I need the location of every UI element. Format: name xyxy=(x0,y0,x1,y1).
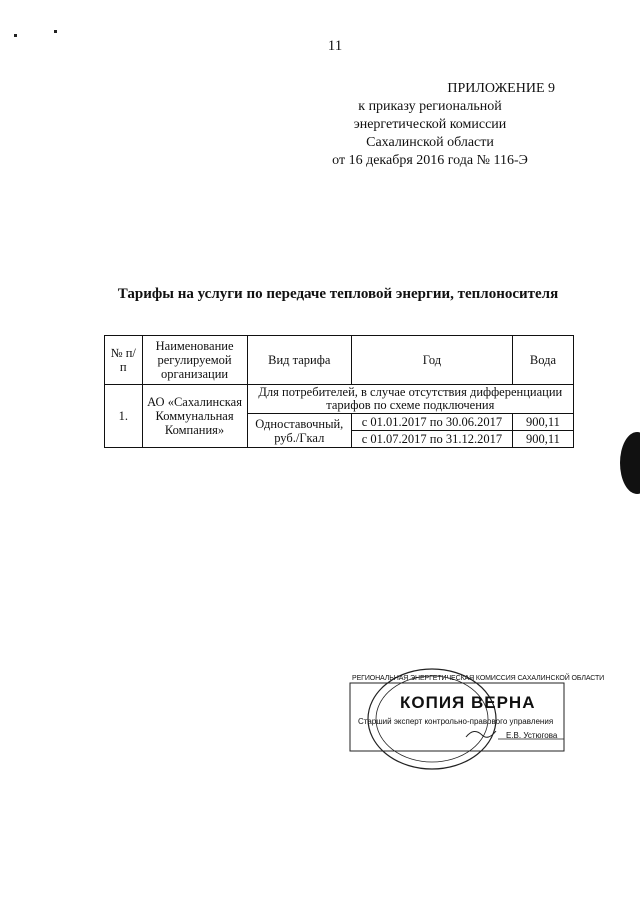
stamp-signer: Е.В. Устюгова xyxy=(506,731,558,740)
row-consumers: Для потребителей, в случае отсутствия дифференциации тарифов по схеме подключения xyxy=(247,385,573,414)
hole-punch-mark xyxy=(620,432,640,494)
appendix-line: энергетической комиссии xyxy=(353,117,507,132)
appendix-header xyxy=(280,80,580,170)
row-org: АО «Сахалинская Коммунальная Компания» xyxy=(142,385,247,448)
appendix-line: к приказу региональной xyxy=(358,99,502,114)
header-water: Вода xyxy=(512,336,573,385)
table-header-row xyxy=(105,336,574,385)
stamp-position: Старший эксперт контрольно-правового управления xyxy=(358,717,554,726)
row-num: 1. xyxy=(105,385,143,448)
tariff-table xyxy=(104,335,574,448)
table-row xyxy=(105,385,574,414)
header-year: Год xyxy=(351,336,512,385)
stamp-copy-text: КОПИЯ ВЕРНА xyxy=(400,693,536,712)
row-period: с 01.07.2017 по 31.12.2017 xyxy=(351,431,512,448)
header-org: Наименование регулируемой организации xyxy=(142,336,247,385)
row-value: 900,11 xyxy=(512,414,573,431)
stamp-org: РЕГИОНАЛЬНАЯ ЭНЕРГЕТИЧЕСКАЯ КОМИССИЯ САХАЛИНСКОЙ ОБЛАСТИ xyxy=(352,675,605,682)
row-value: 900,11 xyxy=(512,431,573,448)
certification-stamp xyxy=(348,665,605,770)
header-tariff-type: Вид тарифа xyxy=(247,336,351,385)
scan-speck xyxy=(54,30,57,33)
scan-speck xyxy=(14,34,17,37)
row-tariff-type: Одноставочный, руб./Гкал xyxy=(247,414,351,448)
row-period: с 01.01.2017 по 30.06.2017 xyxy=(351,414,512,431)
appendix-line: Сахалинской области xyxy=(366,135,494,150)
document-title: Тарифы на услуги по передаче тепловой энергии, теплоносителя xyxy=(117,286,559,302)
header-num: № п/п xyxy=(105,336,143,385)
appendix-title: ПРИЛОЖЕНИЕ 9 xyxy=(447,81,555,96)
page-number: 11 xyxy=(327,38,343,54)
appendix-line: от 16 декабря 2016 года № 116-Э xyxy=(332,153,528,168)
